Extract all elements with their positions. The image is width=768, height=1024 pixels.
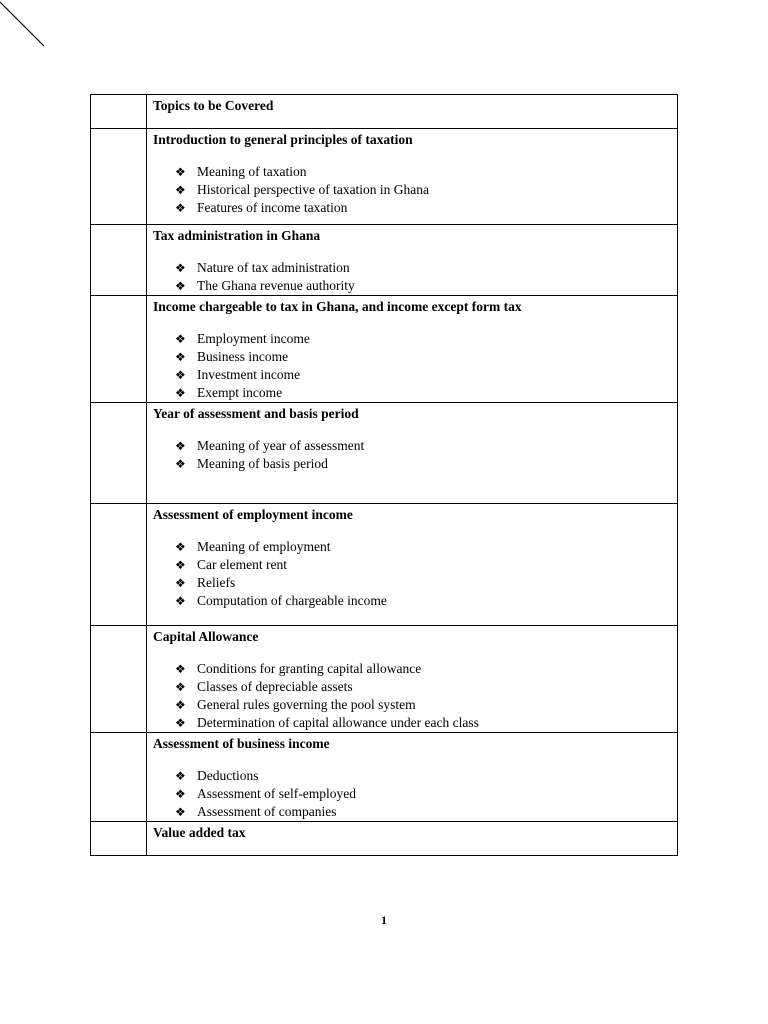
list-item: ❖ Meaning of basis period	[175, 456, 328, 471]
corner-fold-line	[0, 0, 50, 50]
list-item: ❖ Meaning of taxation	[175, 164, 307, 179]
topic-cell	[147, 129, 678, 225]
number-cell	[91, 822, 147, 856]
list-item: ❖ Exempt income	[175, 385, 283, 400]
topic-title: Value added tax	[153, 825, 246, 840]
diamond-bullet-icon: ❖	[175, 716, 186, 730]
list-item: ❖ Assessment of self-employed	[175, 786, 356, 801]
table-row	[91, 403, 678, 504]
diamond-bullet-icon: ❖	[175, 662, 186, 676]
list-item: ❖ Assessment of companies	[175, 804, 337, 819]
table-row	[91, 129, 678, 225]
number-cell	[91, 733, 147, 822]
list-item: ❖ Features of income taxation	[175, 200, 348, 215]
topic-cell	[147, 822, 678, 856]
diamond-bullet-icon: ❖	[175, 386, 186, 400]
page-number: 1	[381, 913, 387, 927]
list-item: ❖ Meaning of employment	[175, 539, 331, 554]
number-cell	[91, 403, 147, 504]
list-item: ❖ The Ghana revenue authority	[175, 278, 355, 293]
topic-cell	[147, 403, 678, 504]
list-item: ❖ Business income	[175, 349, 289, 364]
subtopic-list	[153, 538, 671, 610]
diamond-bullet-icon: ❖	[175, 279, 186, 293]
topic-cell	[147, 733, 678, 822]
list-item: ❖ Nature of tax administration	[175, 260, 350, 275]
list-item: ❖ Conditions for granting capital allowance	[175, 661, 422, 676]
number-cell	[91, 626, 147, 733]
topic-cell	[147, 296, 678, 403]
subtopic-list	[153, 259, 671, 295]
diamond-bullet-icon: ❖	[175, 680, 186, 694]
table-row	[91, 733, 678, 822]
number-cell	[91, 129, 147, 225]
table-row	[91, 504, 678, 626]
number-cell	[91, 225, 147, 296]
topics-table	[90, 94, 678, 856]
diamond-bullet-icon: ❖	[175, 332, 186, 346]
topic-title: Year of assessment and basis period	[153, 406, 359, 421]
list-item: ❖ Determination of capital allowance under each class	[175, 715, 479, 730]
topic-cell	[147, 225, 678, 296]
table-row	[91, 296, 678, 403]
number-cell	[91, 504, 147, 626]
topic-cell	[147, 626, 678, 733]
list-item: ❖ General rules governing the pool system	[175, 697, 416, 712]
header-cell	[147, 95, 678, 129]
diamond-bullet-icon: ❖	[175, 439, 186, 453]
list-item: ❖ Deductions	[175, 768, 259, 783]
list-item: ❖ Employment income	[175, 331, 310, 346]
list-item: ❖ Classes of depreciable assets	[175, 679, 353, 694]
list-item: ❖ Car element rent	[175, 557, 287, 572]
list-item: ❖ Meaning of year of assessment	[175, 438, 365, 453]
number-cell	[91, 95, 147, 129]
topic-cell	[147, 504, 678, 626]
number-cell	[91, 296, 147, 403]
diamond-bullet-icon: ❖	[175, 368, 186, 382]
topic-title: Income chargeable to tax in Ghana, and income except form tax	[153, 299, 522, 314]
table-header-row	[91, 95, 678, 129]
table-header-title: Topics to be Covered	[153, 98, 274, 113]
list-item: ❖ Reliefs	[175, 575, 236, 590]
topic-title: Assessment of employment income	[153, 507, 353, 522]
diamond-bullet-icon: ❖	[175, 805, 186, 819]
list-item: ❖ Investment income	[175, 367, 301, 382]
topic-title: Capital Allowance	[153, 629, 259, 644]
diamond-bullet-icon: ❖	[175, 350, 186, 364]
diamond-bullet-icon: ❖	[175, 576, 186, 590]
topic-title: Assessment of business income	[153, 736, 330, 751]
subtopic-list	[153, 163, 671, 217]
diamond-bullet-icon: ❖	[175, 201, 186, 215]
topic-title: Introduction to general principles of taxation	[153, 132, 413, 147]
list-item: ❖ Historical perspective of taxation in Ghana	[175, 182, 430, 197]
diamond-bullet-icon: ❖	[175, 183, 186, 197]
subtopic-list	[153, 660, 671, 732]
diamond-bullet-icon: ❖	[175, 558, 186, 572]
table-row	[91, 225, 678, 296]
subtopic-list	[153, 767, 671, 821]
diamond-bullet-icon: ❖	[175, 540, 186, 554]
diamond-bullet-icon: ❖	[175, 698, 186, 712]
diamond-bullet-icon: ❖	[175, 261, 186, 275]
diamond-bullet-icon: ❖	[175, 457, 186, 471]
table-row	[91, 626, 678, 733]
diamond-bullet-icon: ❖	[175, 594, 186, 608]
subtopic-list	[153, 437, 671, 473]
list-item: ❖ Computation of chargeable income	[175, 593, 387, 608]
topic-title: Tax administration in Ghana	[153, 228, 321, 243]
subtopic-list	[153, 330, 671, 402]
diamond-bullet-icon: ❖	[175, 165, 186, 179]
diamond-bullet-icon: ❖	[175, 769, 186, 783]
diamond-bullet-icon: ❖	[175, 787, 186, 801]
table-row	[91, 822, 678, 856]
